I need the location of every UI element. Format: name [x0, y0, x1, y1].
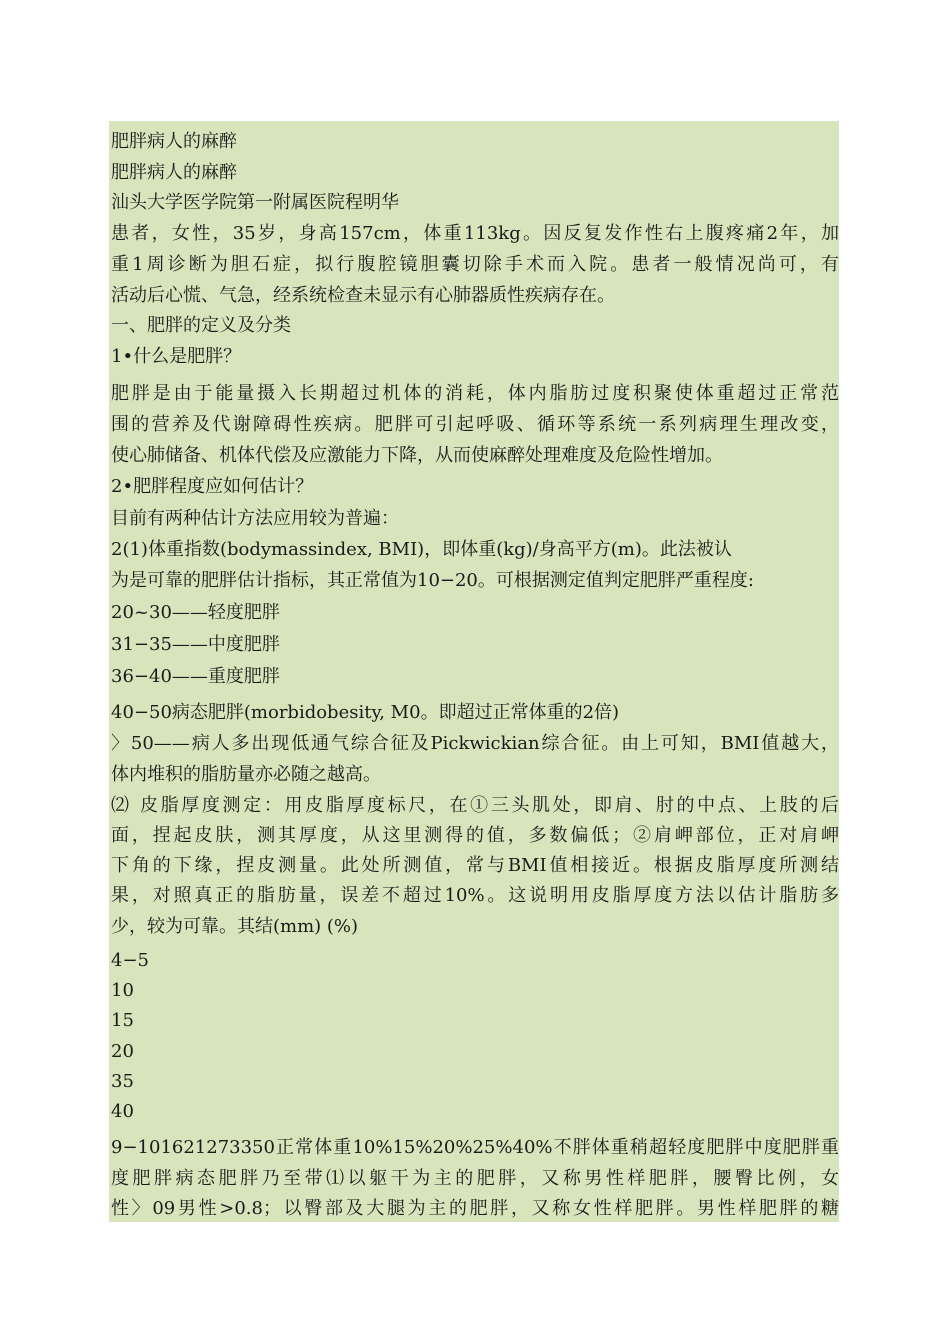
table-value: 15	[111, 1010, 134, 1031]
paragraph-line: 目前有两种估计方法应用较为普遍：	[111, 508, 399, 529]
doc-title: 肥胖病人的麻醉	[111, 131, 237, 152]
table-value: 40	[111, 1101, 134, 1122]
table-value: 20	[111, 1041, 134, 1062]
paragraph-line: 9−101621273350正常体重10%15%20%25%40%不胖体重稍超轻度肥胖中度肥胖重	[111, 1137, 839, 1158]
document-page	[109, 121, 839, 1222]
paragraph-line: 为是可靠的肥胖估计指标，其正常值为10−20。可根据测定值判定肥胖严重程度:	[111, 570, 754, 591]
paragraph-line: 度肥胖病态肥胖乃至带⑴以躯干为主的肥胖，又称男性样肥胖，腰臀比例，女	[111, 1168, 839, 1189]
paragraph-line: 体内堆积的脂肪量亦必随之越高。	[111, 764, 381, 785]
paragraph-line: 面，捏起皮肤，测其厚度，从这里测得的值，多数偏低；②肩岬部位，正对肩岬	[111, 825, 839, 846]
list-item: 36−40——重度肥胖	[111, 666, 280, 687]
paragraph-line: 活动后心慌、气急，经系统检查未显示有心肺器质性疾病存在。	[111, 285, 615, 306]
paragraph-line: 重1周诊断为胆石症，拟行腹腔镜胆囊切除手术而入院。患者一般情况尚可，有	[111, 254, 839, 275]
table-value: 4−5	[111, 950, 149, 971]
table-value: 35	[111, 1071, 134, 1092]
paragraph-line: 性〉09男性>0.8；以臀部及大腿为主的肥胖，又称女性样肥胖。男性样肥胖的糖	[111, 1198, 839, 1219]
list-item: 31−35——中度肥胖	[111, 634, 280, 655]
paragraph-line: ⑵ 皮脂厚度测定：用皮脂厚度标尺，在①三头肌处，即肩、肘的中点、上肢的后	[111, 795, 839, 816]
paragraph-line: 下角的下缘，捏皮测量。此处所测值，常与BMI值相接近。根据皮脂厚度所测结	[111, 855, 839, 876]
paragraph-line: 2(1)体重指数(bodymassindex, BMI)，即体重(kg)/身高平方(m)。此法被认	[111, 539, 732, 560]
section-heading: 一、肥胖的定义及分类	[111, 315, 291, 336]
paragraph-line: 果，对照真正的脂肪量，误差不超过10%。这说明用皮脂厚度方法以估计脂肪多	[111, 885, 839, 906]
list-item: 40−50病态肥胖(morbidobesity, M0。即超过正常体重的2倍)	[111, 702, 620, 723]
table-value: 10	[111, 980, 134, 1001]
subsection-heading: 1•什么是肥胖？	[111, 346, 242, 367]
paragraph-line: 患者，女性，35岁，身高157cm，体重113kg。因反复发作性右上腹疼痛2年，加	[111, 223, 839, 244]
paragraph-line: 少，较为可靠。其结(mm) (%)	[111, 916, 359, 937]
subsection-heading: 2•肥胖程度应如何估计？	[111, 476, 314, 497]
doc-title-repeat: 肥胖病人的麻醉	[111, 162, 237, 183]
paragraph-line: 围的营养及代谢障碍性疾病。肥胖可引起呼吸、循环等系统一系列病理生理改变，	[111, 414, 839, 435]
doc-author: 汕头大学医学院第一附属医院程明华	[111, 192, 399, 213]
paragraph-line: 肥胖是由于能量摄入长期超过机体的消耗，体内脂肪过度积聚使体重超过正常范	[111, 383, 839, 404]
list-item: 20~30——轻度肥胖	[111, 602, 280, 623]
paragraph-line: 使心肺储备、机体代偿及应激能力下降，从而使麻醉处理难度及危险性增加。	[111, 445, 723, 466]
list-item: 〉50——病人多出现低通气综合征及Pickwickian综合征。由上可知，BMI值越大，	[111, 733, 839, 754]
